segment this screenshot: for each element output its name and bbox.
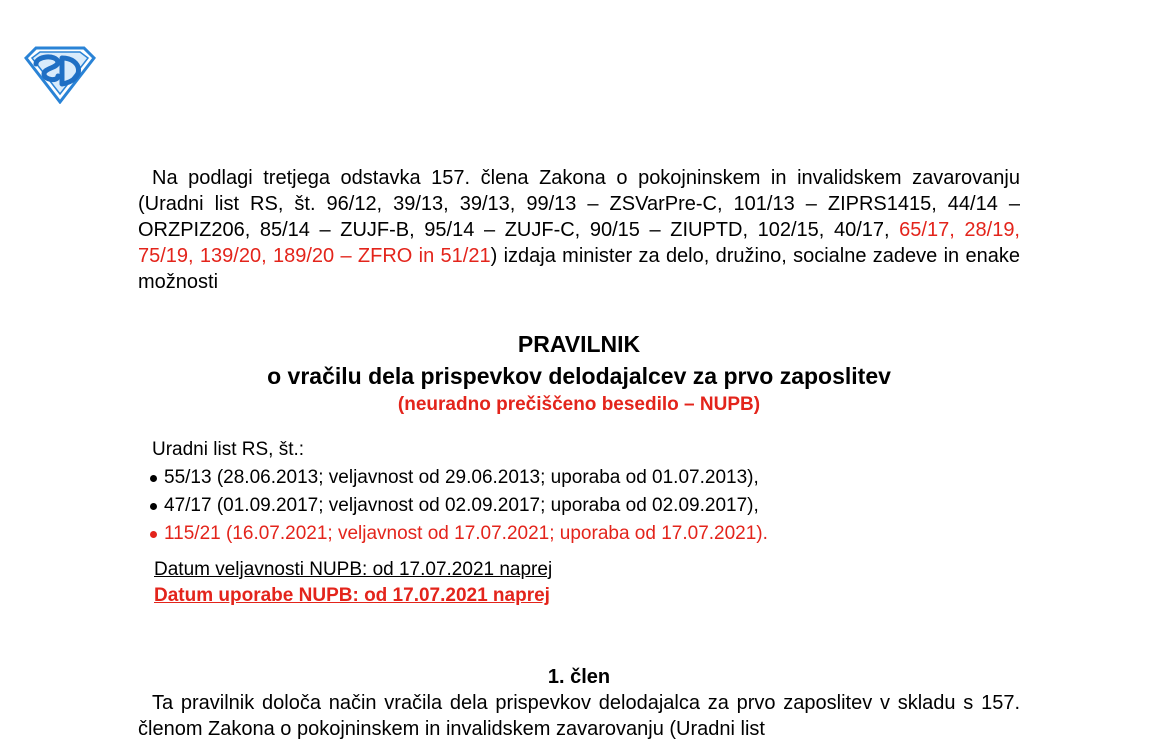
date-veljavnosti: Datum veljavnosti NUPB: od 17.07.2021 naprej <box>154 559 553 580</box>
nupb-label: (neuradno prečiščeno besedilo – NUPB) <box>397 394 761 415</box>
uradni-list-item-text: 55/13 (28.06.2013; veljavnost od 29.06.2013; uporaba od 01.07.2013), <box>164 467 759 488</box>
bullet-icon <box>150 531 157 538</box>
uradni-list-item-text: 115/21 (16.07.2021; veljavnost od 17.07.2021; uporaba od 17.07.2021). <box>164 523 768 544</box>
document-subtitle: o vračilu dela prispevkov delodajalcev za prvo zaposlitev <box>267 363 891 389</box>
intro-text-part1: Na podlagi tretjega odstavka 157. člena Zakona o pokojninskem in invalidskem zavarovanju (Uradni list RS, št. 96/12, 39/13, 39/13, 99/13 – ZSVarPre-C, 101/13 – ZIPRS1415, 44/14 – ORZPIZ206, 85/14 – ZUJF-B, 95/14 – ZUJF-C, 90/15 – ZIUPTD, 102/15, 40/17, <box>138 167 1020 241</box>
date-uporabe: Datum uporabe NUPB: od 17.07.2021 naprej <box>154 585 550 606</box>
article-1-text: Ta pravilnik določa način vračila dela prispevkov delodajalca za prvo zaposlitev v skladu s 157. členom Zakona o pokojninskem in invalidskem zavarovanju (Uradni list <box>138 692 1020 740</box>
intro-red-amendments: 65/17, 28/19, 75/19, 139/20, 189/20 – ZFRO in 51/21 <box>138 219 1020 267</box>
bullet-icon <box>150 475 157 482</box>
article-1-heading: 1. člen <box>547 666 611 688</box>
document-title: PRAVILNIK <box>517 331 641 357</box>
uradni-list-item-text: 47/17 (01.09.2017; veljavnost od 02.09.2017; uporaba od 02.09.2017), <box>164 495 759 516</box>
uradni-list-item <box>150 492 1020 520</box>
uradni-list-heading: Uradni list RS, št.: <box>152 439 305 460</box>
document-page <box>138 165 1020 742</box>
uradni-list-item <box>150 464 1020 492</box>
intro-text-part2: ) izdaja minister za delo, družino, socialne zadeve in enake možnosti <box>138 245 1020 293</box>
bullet-icon <box>150 503 157 510</box>
uradni-list-block <box>138 436 1020 548</box>
intro-paragraph <box>138 165 1020 295</box>
uradni-list-item <box>150 520 1020 548</box>
uradni-list-items <box>152 464 1020 548</box>
nupb-dates <box>154 557 1020 609</box>
zd-shield-logo-icon <box>22 44 96 104</box>
